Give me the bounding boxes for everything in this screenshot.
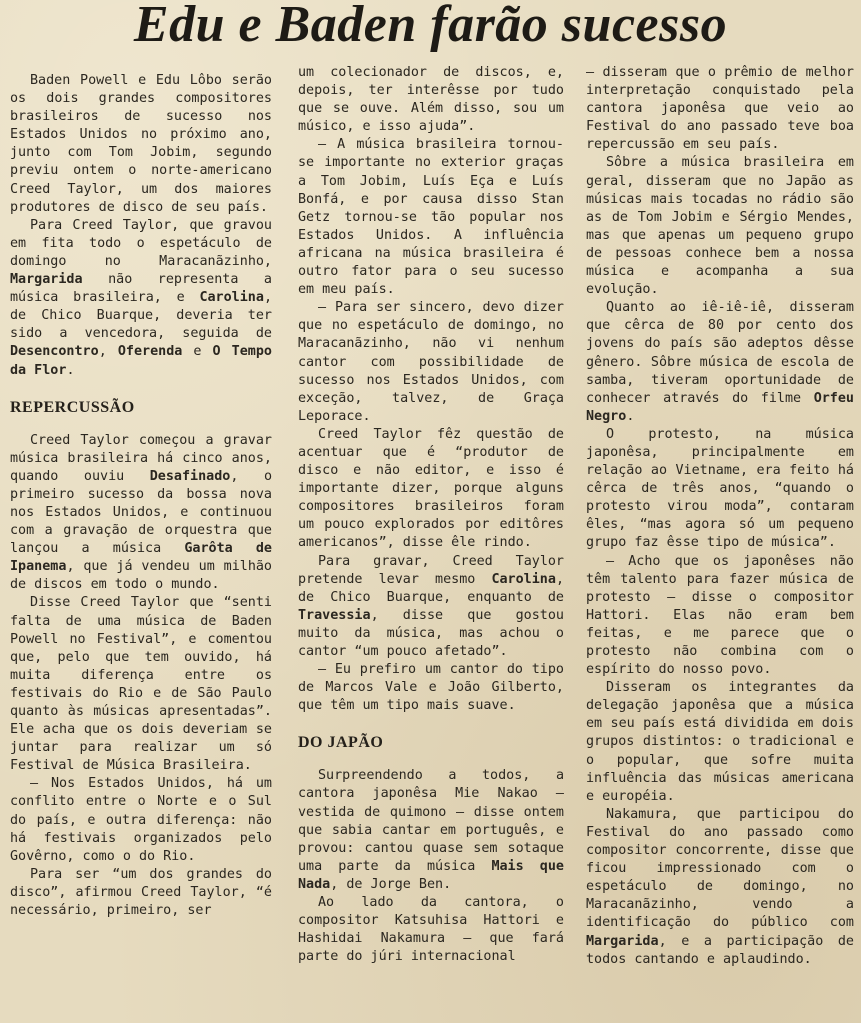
song-title: Oferenda [117,344,183,360]
song-title: Travessia [298,607,371,623]
song-title: Desencontro [10,344,99,360]
article-paragraph: — Nos Estados Unidos, há um conflito entre o Norte e o Sul do país, e outra diferença: não há festivais organizados pelo Govêrno, como o do Rio. [10,776,272,864]
article-paragraph: Ao lado da cantora, o compositor Katsuhisa Hattori e Hashidai Nakamura — que fará parte do júri internacional [298,895,564,965]
article-paragraph: Disse Creed Taylor que “senti falta de uma música de Baden Powell no Festival”, e comentou que, pelo que tem ouvido, há muita diferença entre os festivais do Rio e de São Paulo quanto às músicas apresentadas”. Ele acha que os dois deveriam se juntar para realizar um só Festival de Música Brasileira. [10,595,272,774]
article-paragraph: Sôbre a música brasileira em geral, disseram que no Japão as músicas mais tocadas no rádio são as de Tom Jobim e Sérgio Mendes, mas que apenas um pequeno grupo de pessoas conhece bem a nossa música e acompanha a sua evolução. [586,155,854,298]
article-paragraph: Surpreendendo a todos, a cantora japonêsa Mie Nakao — vestida de quimono — disse ontem que sabia cantar em português, e provou: cantou quase sem sotaque uma parte da música Mais que Nada, de Jorge Ben. [298,768,564,892]
article-paragraph: — Acho que os japonêses não têm talento para fazer música de protesto — disse o compositor Hattori. Elas não eram bem feitas, e me parece que o protesto não combina com o espírito do nosso povo. [586,553,854,678]
headline: Edu e Baden farão sucesso [133,0,728,53]
song-title: Garôta de Ipanema [10,541,272,575]
section-heading: REPERCUSSÃO [10,398,135,416]
article-paragraph: — Para ser sincero, devo dizer que no espetáculo de domingo, no Maracanãzinho, não vi nenhum cantor com possibilidade de sucesso nos Estados Unidos, com exceção, talvez, de Graça Leporace. [298,300,564,424]
section-heading: DO JAPÃO [298,734,384,752]
column-3 [586,64,854,969]
column-2 [298,64,564,966]
article-paragraph: Para Creed Taylor, que gravou em fita todo o espetáculo de domingo no Maracanãzinho, Margarida não representa a música brasileira, e Carolina, de Chico Buarque, deveria ter sido a vencedora, seguida de Desencontro, Oferenda e O Tempo da Flor. [10,217,272,378]
article-paragraph: — A música brasileira tornou-se importante no exterior graças a Tom Jobim, Luís Eça e Luís Bonfá, e por causa disso Stan Getz tornou-se tão popular nos Estados Unidos. A influência africana na música brasileira é outro fator para o seu sucesso em meu país. [298,137,564,298]
article-paragraph: Nakamura, que participou do Festival do ano passado como compositor concorrente, disse que ficou impressionado com o espetáculo de domingo, no Maracanãzinho, vendo a identificação do público com Margarida, e a participação de todos cantando e aplaudindo. [586,806,854,967]
song-title: Margarida [10,272,83,288]
article-paragraph: — disseram que o prêmio de melhor interpretação conquistado pela cantora japonêsa que veio ao Festival do ano passado teve boa repercussão em seu país. [586,65,854,153]
column-1 [10,72,272,920]
article-paragraph: um colecionador de discos, e, depois, ter interêsse por tudo que se ouve. Além disso, sou um músico, e isso ajuda”. [298,65,564,135]
article-paragraph: — Eu prefiro um cantor do tipo de Marcos Vale e João Gilberto, que têm um tipo mais suave. [298,662,564,714]
article-paragraph: O protesto, na música japonêsa, principalmente em relação ao Vietname, era feito há cêrca de três anos, “quando o protesto virou moda”, contaram êles, “mas agora só um pequeno grupo faz êsse tipo de música”. [586,426,854,551]
article-paragraph: Creed Taylor começou a gravar música brasileira há cinco anos, quando ouviu Desafinado, o primeiro sucesso da bossa nova nos Estados Unidos, e continuou com a gravação de orquestra que lançou a música Garôta de Ipanema, que já vendeu um milhão de discos em todo o mundo. [10,432,273,593]
song-title: Carolina [491,571,556,587]
article-paragraph: Disseram os integrantes da delegação japonêsa que a música em seu país está dividida em dois grupos distintos: o tradicional e o popular, que sofre muita influência das músicas americana e européia. [586,680,854,804]
article-paragraph: Baden Powell e Edu Lôbo serão os dois grandes compositores brasileiros de sucesso nos Estados Unidos no próximo ano, junto com Tom Jobim, segundo previu ontem o norte-americano Creed Taylor, um dos maiores produtores de disco de seu país. [10,73,272,215]
song-title: Carolina [199,290,264,306]
song-title: Orfeu Negro [586,390,854,424]
song-title: Mais que Nada [298,858,564,892]
song-title: Desafinado [149,468,231,484]
song-title: O Tempo da Flor [10,344,272,378]
article-paragraph: Creed Taylor fêz questão de acentuar que é “produtor de disco e não editor, e isso é importante dizer, porque alguns compositores brasileiros foram um pouco explorados por editôres americanos”, disse êle rindo. [298,426,564,551]
article-paragraph: Para ser “um dos grandes do disco”, afirmou Creed Taylor, “é necessário, primeiro, ser [10,866,272,919]
article-paragraph: Para gravar, Creed Taylor pretende levar mesmo Carolina, de Chico Buarque, enquanto de Travessia, disse que gostou muito da música, mas achou o cantor “um pouco afetado”. [298,553,564,659]
song-title: Margarida [586,933,659,949]
article-paragraph: Quanto ao iê-iê-iê, disseram que cêrca de 80 por cento dos jovens do país são adeptos dêsse gênero. Sôbre música de escola de samba, tiveram oportunidade de conhecer através do filme Orfeu Negro. [586,300,854,424]
